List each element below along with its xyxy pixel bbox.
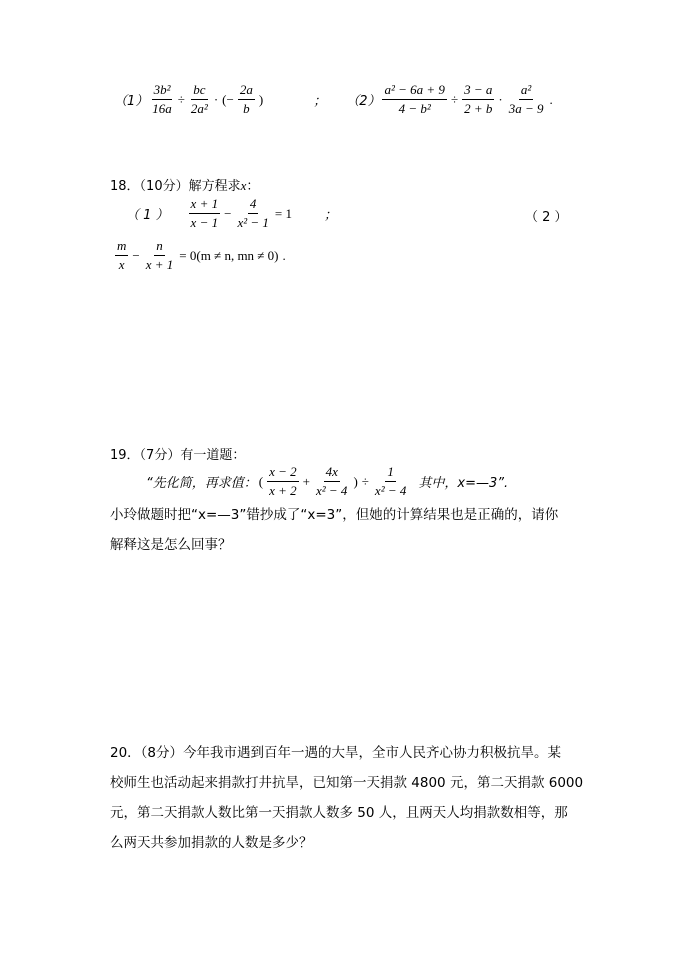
fraction-denominator: b [243,101,250,116]
q19-fraction-2 [314,464,349,499]
q20-line-3: 元，第二天捐款人数比第一天捐款人数多 50 人，且两天人均捐款数相等，那 [110,805,568,821]
end-period: . [282,247,286,263]
q18-equation-2 [113,238,288,273]
q18-item2-fraction-1 [115,238,128,273]
q18-item2-label: （ 2 ） [525,210,568,225]
fraction-denominator: x² − 1 [237,215,269,230]
q18-item1-fraction-2 [235,196,270,231]
q17-item1-label: （1） [114,94,149,109]
fraction-numerator: x − 2 [267,464,299,482]
divide-sign: ÷ [450,91,459,107]
q19-body [110,500,558,560]
q19-fraction-3 [373,464,408,499]
q17-item1-fraction-2 [189,82,210,117]
fraction-numerator: bc [191,82,207,100]
fraction-numerator: 4 [248,196,259,214]
fraction-numerator: 2a [238,82,255,100]
q18-heading-text: 18．（10分）解方程求 [110,179,241,194]
divide-sign: ÷ [361,473,369,489]
q19-fraction-1 [267,464,299,499]
q18-heading-variable: x [240,178,247,193]
plus-sign: + [302,473,310,489]
fraction-denominator: x − 1 [190,215,219,230]
fraction-denominator: 2 + b [464,101,493,116]
fraction-denominator: 4 − b² [398,101,431,116]
fraction-numerator: n [154,238,165,256]
q18-heading [110,175,259,194]
q19-prompt-intro: “先化简，再求值： [146,476,257,491]
q18-separator: ； [323,208,337,223]
multiply-dot: · [498,91,503,107]
fraction-denominator: x + 2 [269,483,297,498]
fraction-numerator: 3 − a [462,82,494,100]
fraction-denominator: 16a [152,101,172,116]
fraction-denominator: 3a − 9 [508,101,544,116]
fraction-denominator: x [118,257,125,272]
fraction-denominator: x² − 4 [315,483,348,498]
divide-sign: ÷ [177,91,185,107]
q19-line-2: 小玲做题时把“x=—3”错抄成了“x=3”，但她的计算结果也是正确的，请你 [110,507,559,523]
q19-prompt-condition: 其中，x=—3”. [418,476,509,491]
q20-line-2: 校师生也活动起来捐款打井抗旱，已知第一天捐款 4800 元，第二天捐款 6000 [110,775,584,791]
fraction-numerator: x + 1 [189,196,221,214]
q18-item1-fraction-1 [189,196,221,231]
q20-line-4: 么两天共参加捐款的人数是多少？ [110,835,313,851]
paren-open: ( [258,473,264,489]
fraction-numerator: 3b² [152,82,173,100]
multiply-dot: · [213,91,219,107]
q18-item1-label: （ 1 ） [126,208,169,223]
q17-item1-fraction-1 [150,82,174,117]
q19-prompt [146,464,508,499]
q19-heading: 19．（7分）有一道题： [110,448,246,463]
paren-close: ) [353,473,358,489]
paren-open: (− [222,91,234,107]
q18-item2-fraction-2 [144,238,176,273]
fraction-numerator: m [115,238,128,256]
q20-line-1: 20．（8分）今年我市遇到百年一遇的大旱，全市人民齐心协力积极抗旱。某 [110,745,562,761]
minus-sign: − [224,205,232,221]
q17-expressions [114,82,555,117]
fraction-numerator: 4x [324,464,340,482]
paren-close: ) [258,91,264,107]
fraction-denominator: x + 1 [145,257,174,272]
q18-equation-1 [126,196,337,231]
fraction-numerator: a² − 6a + 9 [382,82,446,100]
q17-item2-fraction-3 [507,82,546,117]
fraction-denominator: 2a² [190,101,208,116]
equation-rhs: = 1 [274,205,292,221]
equation-rhs: = 0(m ≠ n, mn ≠ 0) [179,247,279,263]
fraction-numerator: 1 [385,464,396,482]
q19-line-3: 解释这是怎么回事？ [110,537,232,553]
end-period: . [549,91,553,107]
q18-heading-colon: ： [246,179,260,194]
q17-item2-fraction-2 [462,82,494,117]
fraction-numerator: a² [519,82,533,100]
fraction-denominator: x² − 4 [374,483,407,498]
q17-item2-label: （2） [346,94,381,109]
q17-separator: ； [313,94,327,109]
q20-body [110,738,583,858]
q17-item1-fraction-3 [238,82,255,117]
minus-sign: − [132,247,140,263]
q17-item2-fraction-1 [382,82,446,117]
